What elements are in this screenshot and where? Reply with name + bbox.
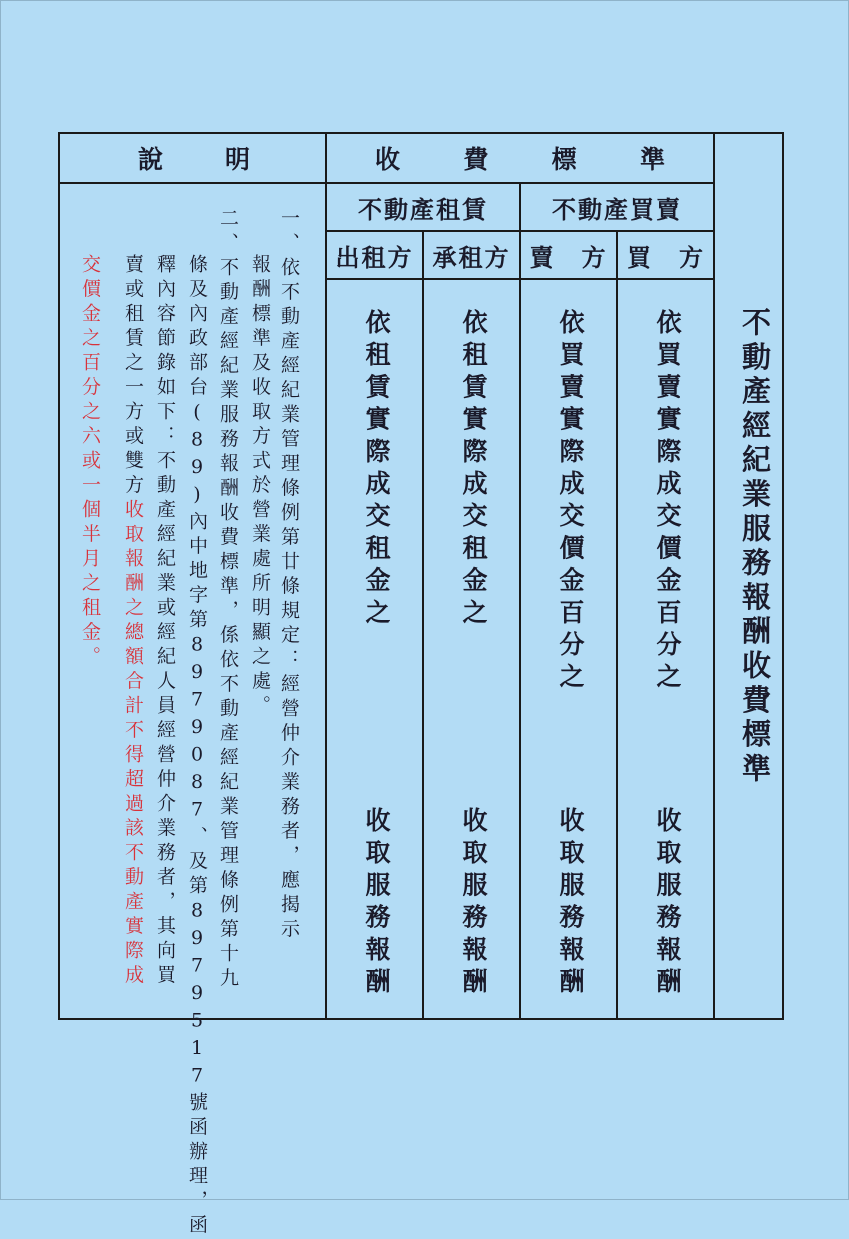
divider bbox=[422, 230, 424, 1018]
note-item-1-line-1: 一、依不動產經紀業管理條例第廿條規定：經營仲介業務者，應揭示 bbox=[278, 208, 300, 943]
fee-standard-header bbox=[375, 134, 665, 182]
note-item-1-line-2: 報酬標準及收取方式於營業處所明顯之處。 bbox=[249, 254, 271, 720]
note-item-2-line-5: 交價金之百分之六或一個半月之租金。 bbox=[79, 254, 101, 671]
explanation-header bbox=[138, 134, 250, 182]
lessee-fee-rule: 依租賃實際成交租金之 bbox=[459, 309, 488, 631]
page-title: 不動產經紀業服務報酬收費標準 bbox=[738, 307, 772, 788]
buyer-fee-rule: 依買賣實際成交價金百分之 bbox=[653, 309, 682, 696]
lessee-fee-collect: 收取服務報酬 bbox=[459, 807, 488, 1001]
note-item-2-line-4 bbox=[121, 254, 145, 989]
sale-header: 不動產買賣 bbox=[552, 194, 682, 224]
fee-table bbox=[58, 132, 784, 1239]
buyer-fee-collect: 收取服務報酬 bbox=[653, 807, 682, 1001]
note-item-2-line-4-highlight: 收取報酬之總額合計不得超過該不動產實際成 bbox=[122, 499, 144, 989]
fee-standard-header-char: 費 bbox=[463, 145, 489, 174]
column-label-seller: 賣 方 bbox=[529, 242, 608, 272]
seller-fee-collect: 收取服務報酬 bbox=[556, 807, 585, 1001]
column-label-lessee: 承租方 bbox=[432, 242, 511, 272]
note-item-2-line-3: 釋內容節錄如下：不動產經紀業或經紀人員經營仲介業務者，其向買 bbox=[154, 254, 176, 989]
note-item-2-line-2: 條及內政部台(89)內中地字第8979087、及第8979517號函辦理，函 bbox=[186, 254, 208, 1239]
column-label-lessor: 出租方 bbox=[335, 242, 414, 272]
fee-standard-header-char: 準 bbox=[639, 145, 665, 174]
fee-standard-header-char: 收 bbox=[375, 145, 401, 174]
rental-header: 不動產租賃 bbox=[358, 194, 488, 224]
divider bbox=[325, 278, 715, 280]
column-label-buyer: 買 方 bbox=[627, 242, 705, 272]
lessor-fee-rule: 依租賃實際成交租金之 bbox=[362, 309, 391, 631]
note-item-2-line-4-start: 賣或租賃之一方或雙方 bbox=[122, 254, 144, 499]
divider bbox=[616, 230, 618, 1018]
divider bbox=[519, 182, 521, 1018]
explanation-header-char: 明 bbox=[224, 145, 250, 174]
seller-fee-rule: 依買賣實際成交價金百分之 bbox=[556, 309, 585, 696]
explanation-header-char: 說 bbox=[138, 145, 164, 174]
note-item-2-line-1: 二、不動產經紀業服務報酬收費標準，係依不動產經紀業管理條例第十九 bbox=[217, 208, 239, 992]
fee-standard-header-char: 標 bbox=[551, 145, 577, 174]
lessor-fee-collect: 收取服務報酬 bbox=[362, 807, 391, 1001]
